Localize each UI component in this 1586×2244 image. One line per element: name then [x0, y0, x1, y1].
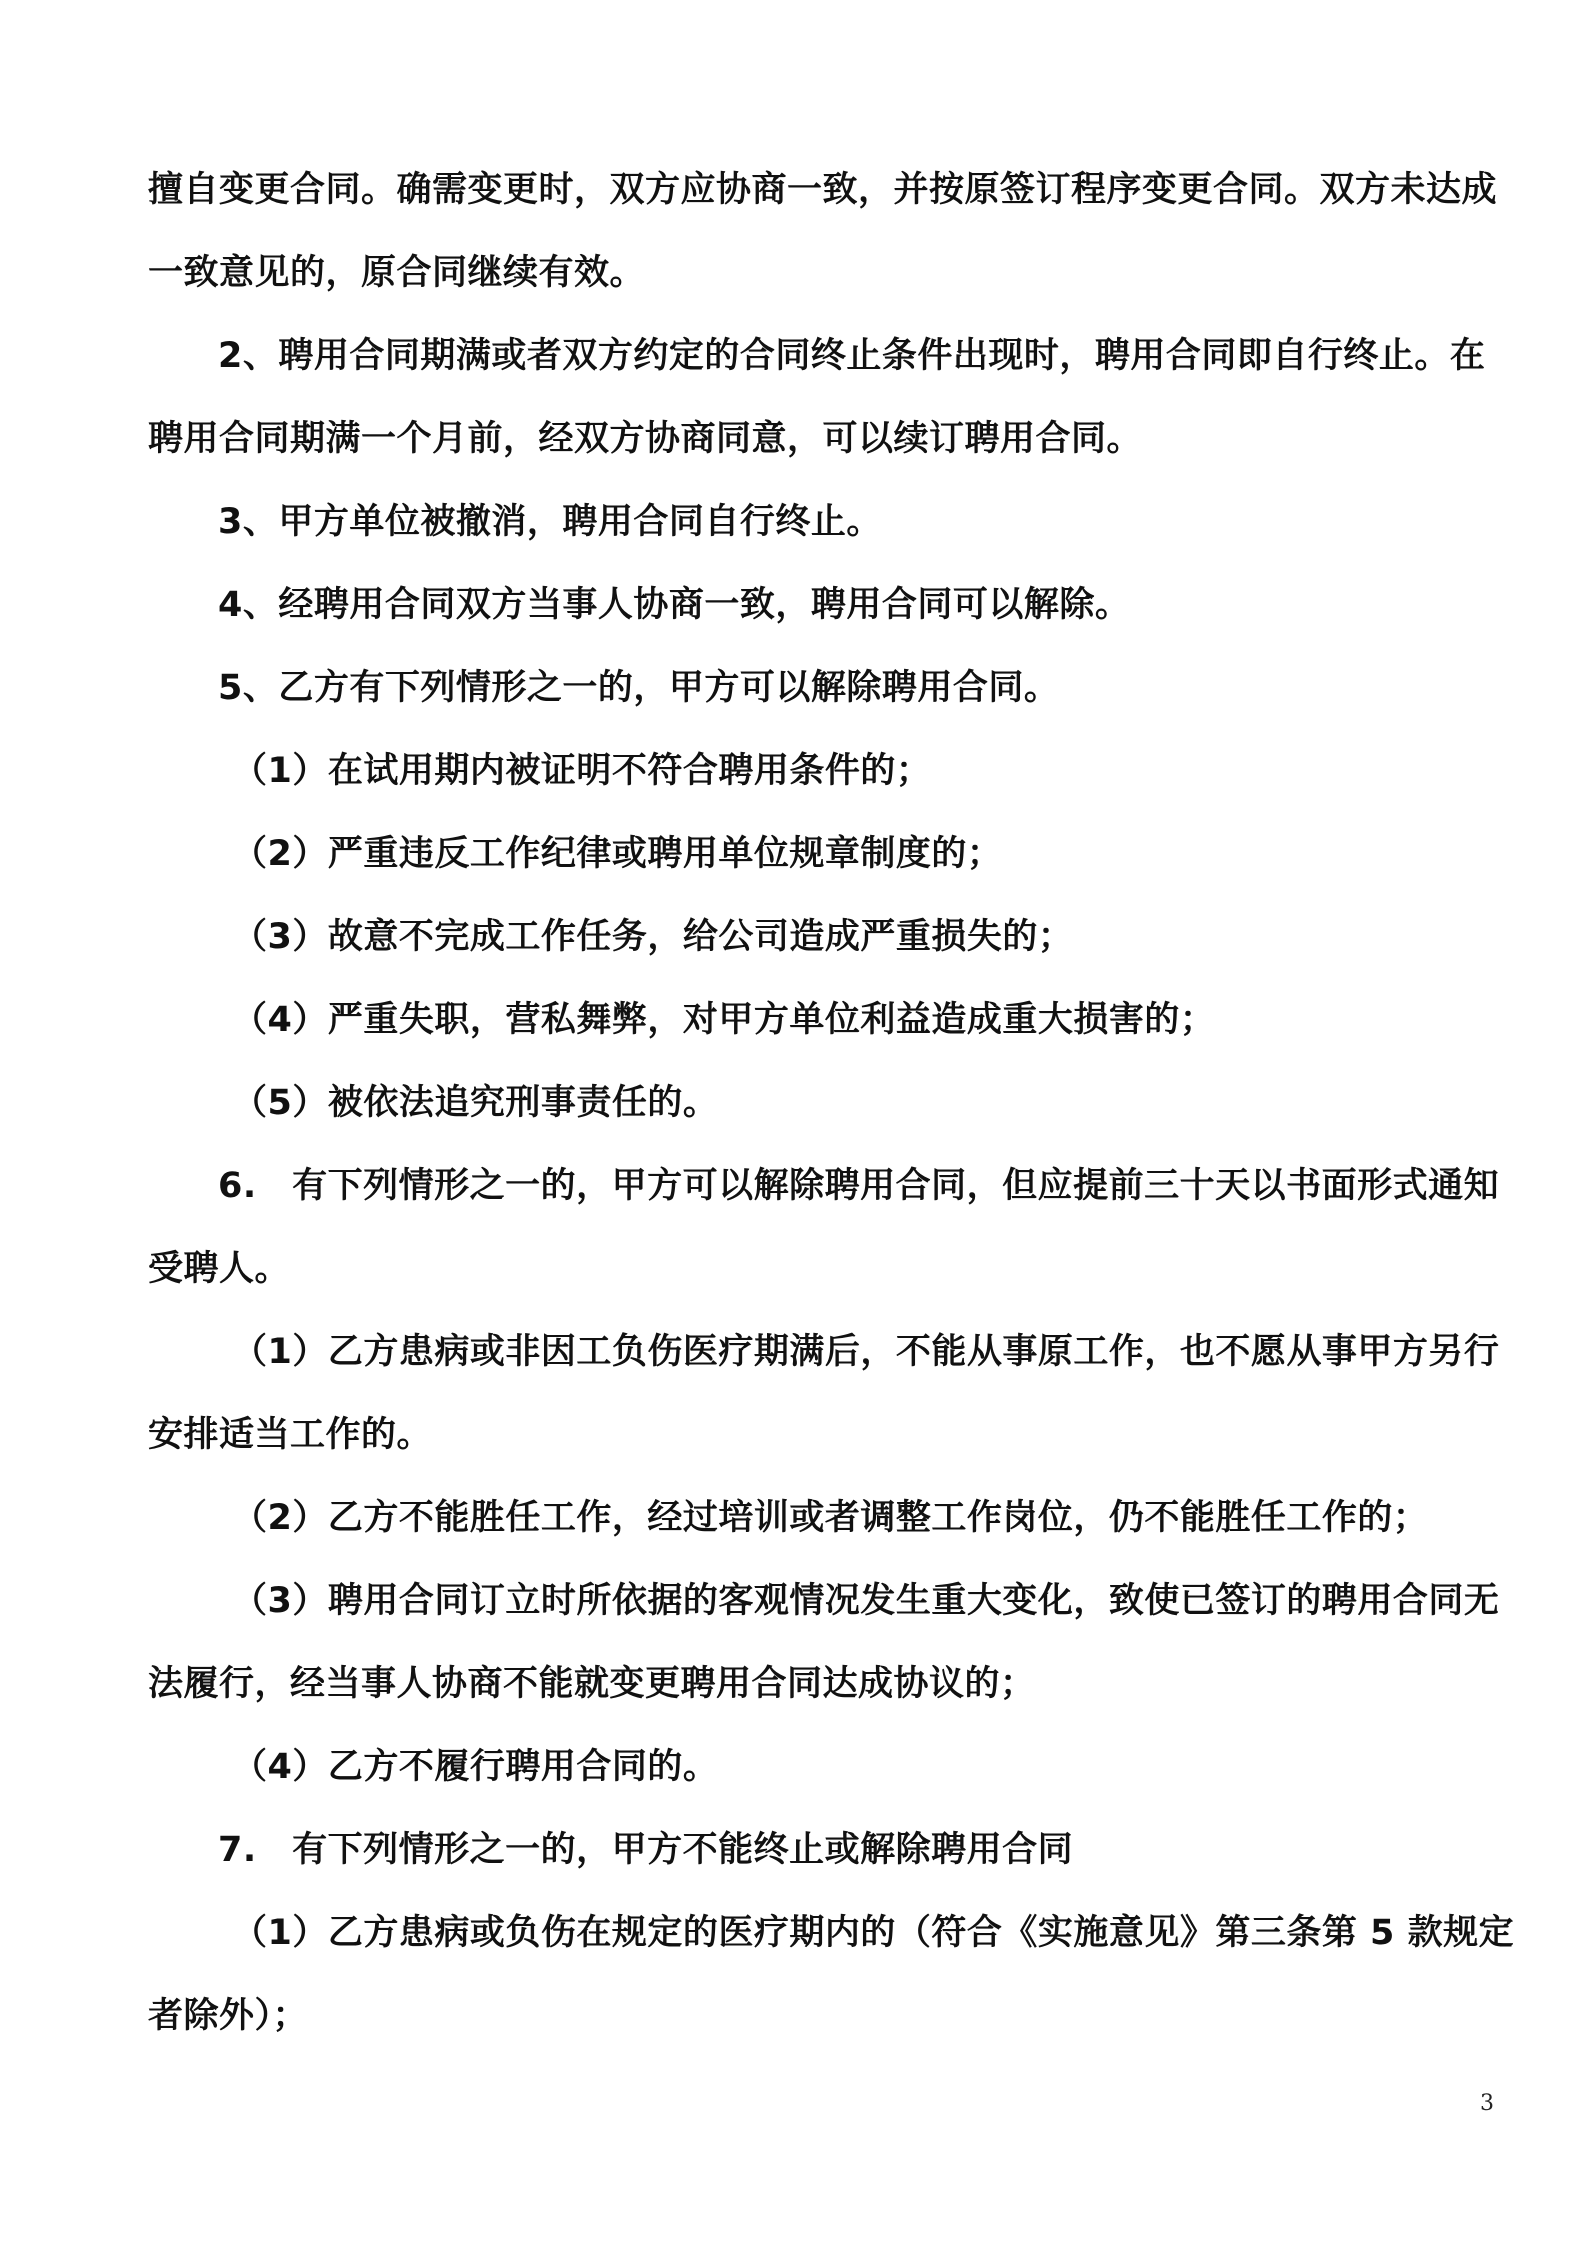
page-number: 3 — [1480, 2091, 1494, 2116]
text-line: 受聘人。 — [148, 1249, 291, 1289]
text-line: 安排适当工作的。 — [148, 1415, 433, 1455]
text-line: 6. 有下列情形之一的，甲方可以解除聘用合同，但应提前三十天以书面形式通知 — [218, 1166, 1500, 1206]
text-line: （4）严重失职，营私舞弊，对甲方单位利益造成重大损害的； — [232, 1000, 1216, 1040]
text-line: （2）乙方不能胜任工作，经过培训或者调整工作岗位，仍不能胜任工作的； — [232, 1498, 1429, 1538]
text-line: （1）乙方患病或非因工负伤医疗期满后，不能从事原工作，也不愿从事甲方另行 — [232, 1332, 1500, 1372]
text-line: （3）故意不完成工作任务，给公司造成严重损失的； — [232, 917, 1074, 957]
text-line: （1）乙方患病或负伤在规定的医疗期内的（符合《实施意见》第三条第 5 款规定 — [232, 1913, 1515, 1953]
text-line: （5）被依法追究刑事责任的。 — [232, 1083, 719, 1123]
text-line: （1）在试用期内被证明不符合聘用条件的； — [232, 751, 932, 791]
text-line: 法履行，经当事人协商不能就变更聘用合同达成协议的； — [148, 1664, 1036, 1704]
text-line: 7. 有下列情形之一的，甲方不能终止或解除聘用合同 — [218, 1830, 1074, 1870]
text-line: 5、乙方有下列情形之一的，甲方可以解除聘用合同。 — [218, 668, 1060, 708]
text-line: 聘用合同期满一个月前，经双方协商同意，可以续订聘用合同。 — [148, 419, 1143, 459]
text-line: 者除外）； — [148, 1996, 309, 2036]
text-line: 一致意见的，原合同继续有效。 — [148, 253, 646, 293]
text-line: （2）严重违反工作纪律或聘用单位规章制度的； — [232, 834, 1003, 874]
text-line: 4、经聘用合同双方当事人协商一致，聘用合同可以解除。 — [218, 585, 1131, 625]
text-line: （4）乙方不履行聘用合同的。 — [232, 1747, 719, 1787]
text-line: （3）聘用合同订立时所依据的客观情况发生重大变化，致使已签订的聘用合同无 — [232, 1581, 1500, 1621]
text-line: 3、甲方单位被撤消，聘用合同自行终止。 — [218, 502, 882, 542]
text-line: 2、聘用合同期满或者双方约定的合同终止条件出现时，聘用合同即自行终止。在 — [218, 336, 1486, 376]
text-line: 擅自变更合同。确需变更时，双方应协商一致，并按原签订程序变更合同。双方未达成 — [148, 170, 1498, 210]
